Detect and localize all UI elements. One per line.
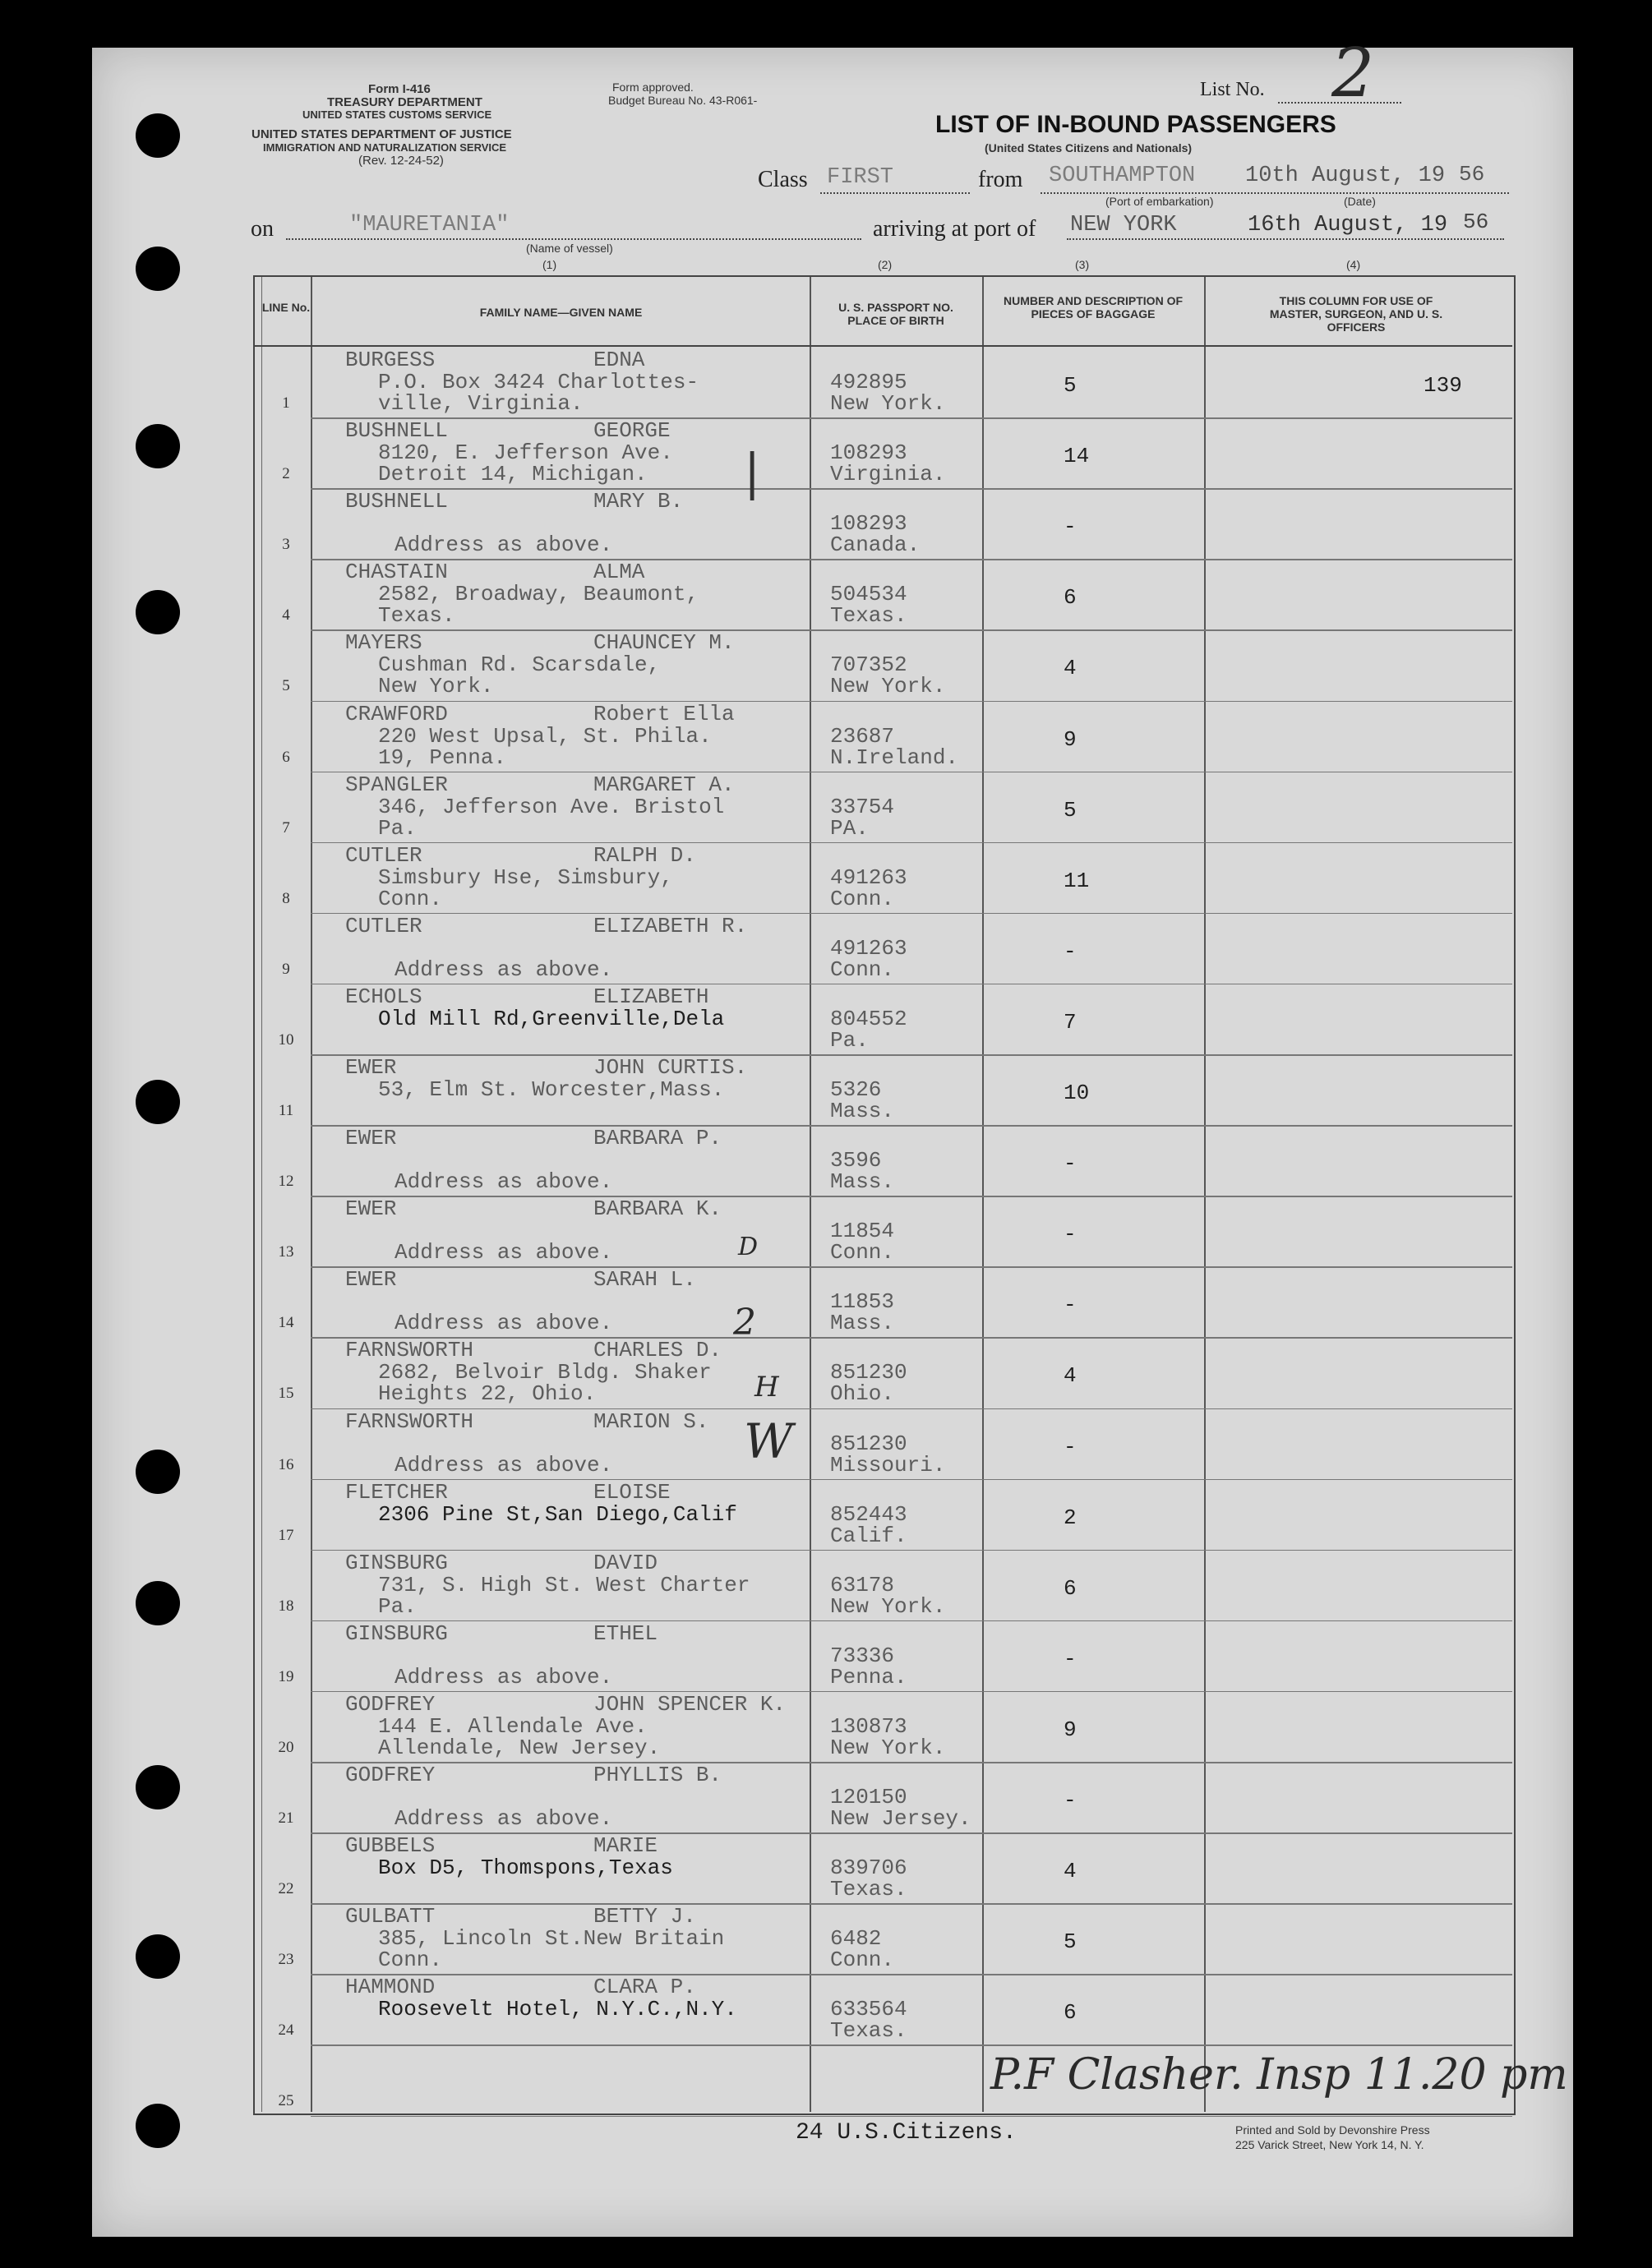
binder-hole bbox=[136, 590, 180, 634]
binder-hole bbox=[136, 1450, 180, 1494]
family-name: CUTLER bbox=[345, 842, 422, 868]
address-line1: 53, Elm St. Worcester,Mass. bbox=[378, 1077, 725, 1102]
line-number: 20 bbox=[278, 1738, 294, 1756]
address-line2: Pa. bbox=[378, 1593, 417, 1619]
passport-number: 3596 bbox=[830, 1148, 882, 1173]
birth-place: Ohio. bbox=[830, 1381, 895, 1407]
given-name: JOHN CURTIS. bbox=[593, 1055, 748, 1080]
arrival-year: 56 bbox=[1463, 210, 1489, 234]
citizen-total: 24 U.S.Citizens. bbox=[796, 2120, 1017, 2146]
given-name: MARGARET A. bbox=[593, 772, 735, 797]
family-name: GODFREY bbox=[345, 1763, 436, 1787]
family-name: BUSHNELL bbox=[345, 489, 448, 514]
line-number: 15 bbox=[278, 1385, 294, 1403]
family-name: GINSBURG bbox=[345, 1620, 448, 1646]
address-line1: 2306 Pine St,San Diego,Calif bbox=[378, 1501, 737, 1527]
birth-place: New York. bbox=[830, 674, 946, 699]
address-line1: Old Mill Rd,Greenville,Dela bbox=[378, 1006, 725, 1031]
line-number: 1 bbox=[282, 394, 290, 412]
birth-place: Conn. bbox=[830, 886, 895, 911]
line-number: 2 bbox=[282, 465, 290, 483]
col-header-name: FAMILY NAME—GIVEN NAME bbox=[479, 306, 643, 319]
address-line1: Roosevelt Hotel, N.Y.C.,N.Y. bbox=[378, 1997, 737, 2022]
baggage-count: 14 bbox=[1064, 444, 1090, 469]
address-line2: Conn. bbox=[378, 1948, 443, 1973]
passport-number: 5326 bbox=[830, 1077, 882, 1102]
revision: (Rev. 12-24-52) bbox=[358, 154, 444, 168]
row-divider bbox=[311, 417, 1512, 419]
passport-number: 11853 bbox=[830, 1289, 895, 1315]
handwritten-check: | bbox=[744, 444, 761, 501]
binder-hole bbox=[136, 247, 180, 291]
binder-hole bbox=[136, 1581, 180, 1625]
handwritten-mark-d: D bbox=[738, 1233, 759, 1261]
line-number: 4 bbox=[282, 606, 290, 625]
vessel-caption: (Name of vessel) bbox=[526, 242, 613, 255]
given-name: BARBARA K. bbox=[593, 1196, 722, 1222]
address-line1: 385, Lincoln St.New Britain bbox=[378, 1926, 725, 1952]
binder-hole bbox=[136, 1934, 180, 1979]
col-header-line: LINE No. bbox=[261, 301, 311, 314]
birth-place: Mass. bbox=[830, 1311, 895, 1336]
given-name: ALMA bbox=[593, 560, 645, 585]
passport-number: 852443 bbox=[830, 1501, 907, 1527]
address-line2: Address as above. bbox=[395, 532, 613, 558]
address-line2: Texas. bbox=[378, 603, 455, 629]
address-line1: 220 West Upsal, St. Phila. bbox=[378, 723, 712, 749]
family-name: EWER bbox=[345, 1196, 397, 1222]
baggage-count: 4 bbox=[1064, 1363, 1077, 1389]
row-divider bbox=[311, 913, 1512, 915]
passport-number: 108293 bbox=[830, 440, 907, 466]
row-divider bbox=[311, 1266, 1512, 1268]
line-number: 12 bbox=[278, 1173, 294, 1191]
family-name: EWER bbox=[345, 1126, 397, 1151]
row-divider bbox=[311, 842, 1512, 844]
baggage-count: 5 bbox=[1064, 373, 1077, 398]
given-name: GEORGE bbox=[593, 418, 671, 444]
class-label: Class bbox=[758, 167, 808, 192]
on-label: on bbox=[251, 216, 274, 242]
address-line1: 8120, E. Jefferson Ave. bbox=[378, 440, 673, 466]
row-divider bbox=[311, 1337, 1512, 1339]
handwritten-mark-w: W bbox=[744, 1413, 793, 1469]
line-number: 11 bbox=[278, 1102, 294, 1119]
family-name: ECHOLS bbox=[345, 984, 422, 1009]
address-line2: Pa. bbox=[378, 815, 417, 841]
given-name: PHYLLIS B. bbox=[593, 1763, 722, 1787]
passport-number: 33754 bbox=[830, 794, 895, 819]
address-line2: Address as above. bbox=[395, 957, 613, 982]
col-header-passport: U. S. PASSPORT NO. PLACE OF BIRTH bbox=[838, 301, 953, 327]
baggage-count: 10 bbox=[1064, 1081, 1090, 1105]
address-line2: Address as above. bbox=[395, 1664, 613, 1689]
given-name: JOHN SPENCER K. bbox=[593, 1691, 787, 1717]
given-name: CLARA P. bbox=[593, 1975, 696, 2000]
arrival-port: NEW YORK bbox=[1070, 213, 1177, 237]
departure-date: 10th August, 19 bbox=[1245, 164, 1446, 188]
family-name: GODFREY bbox=[345, 1691, 436, 1717]
line-number: 8 bbox=[282, 889, 290, 907]
row-divider bbox=[311, 1550, 1512, 1551]
family-name: CRAWFORD bbox=[345, 701, 448, 726]
passport-number: 6482 bbox=[830, 1926, 882, 1952]
arrival-underline bbox=[1067, 238, 1504, 240]
line-number: 13 bbox=[278, 1243, 294, 1261]
birth-place: Texas. bbox=[830, 603, 907, 629]
line-number: 3 bbox=[282, 536, 290, 554]
line-number: 21 bbox=[278, 1809, 294, 1827]
baggage-count: 6 bbox=[1064, 1575, 1077, 1601]
given-name: MARY B. bbox=[593, 489, 684, 514]
passport-number: 491263 bbox=[830, 935, 907, 961]
col-divider bbox=[311, 277, 312, 2112]
col-header-baggage: NUMBER AND DESCRIPTION OF PIECES OF BAGGAGE bbox=[1003, 294, 1184, 320]
passport-number: 633564 bbox=[830, 1997, 907, 2022]
baggage-count: - bbox=[1064, 1646, 1077, 1671]
row-divider bbox=[311, 1974, 1512, 1975]
family-name: CUTLER bbox=[345, 913, 422, 938]
baggage-count: 6 bbox=[1064, 2000, 1077, 2026]
birth-place: N.Ireland. bbox=[830, 744, 959, 770]
header-divider bbox=[255, 345, 1512, 347]
given-name: CHAUNCEY M. bbox=[593, 630, 735, 656]
birth-place: Calif. bbox=[830, 1523, 907, 1548]
birth-place: Conn. bbox=[830, 1240, 895, 1265]
binder-hole bbox=[136, 113, 180, 158]
birth-place: Pa. bbox=[830, 1027, 869, 1053]
handwritten-mark-h: H bbox=[754, 1371, 779, 1404]
baggage-count: 7 bbox=[1064, 1009, 1077, 1035]
family-name: CHASTAIN bbox=[345, 560, 448, 585]
row-divider bbox=[311, 1479, 1512, 1481]
line-number: 25 bbox=[278, 2092, 294, 2110]
passport-number: 63178 bbox=[830, 1572, 895, 1597]
baggage-count: 2 bbox=[1064, 1505, 1077, 1530]
budget-bureau: Budget Bureau No. 43-R061- bbox=[608, 94, 758, 107]
family-name: GINSBURG bbox=[345, 1550, 448, 1575]
row-divider bbox=[311, 1125, 1512, 1127]
from-value: SOUTHAMPTON bbox=[1049, 164, 1196, 188]
address-line2: Address as above. bbox=[395, 1311, 613, 1336]
family-name: EWER bbox=[345, 1055, 397, 1080]
page-subtitle: (United States Citizens and Nationals) bbox=[985, 141, 1193, 154]
baggage-count: 6 bbox=[1064, 585, 1077, 611]
binder-hole bbox=[136, 424, 180, 468]
baggage-count: 5 bbox=[1064, 1929, 1077, 1955]
address-line2: Address as above. bbox=[395, 1240, 613, 1265]
given-name: MARION S. bbox=[593, 1408, 709, 1434]
row-divider bbox=[311, 984, 1512, 985]
given-name: ELOISE bbox=[593, 1479, 671, 1505]
port-embarkation-caption: (Port of embarkation) bbox=[1105, 195, 1214, 208]
line-number: 19 bbox=[278, 1667, 294, 1685]
officer-note: 139 bbox=[1424, 373, 1462, 398]
address-line2: Heights 22, Ohio. bbox=[378, 1381, 597, 1407]
baggage-count: 11 bbox=[1064, 868, 1090, 893]
line-number: 24 bbox=[278, 2021, 294, 2040]
printer-line1: Printed and Sold by Devonshire Press bbox=[1235, 2123, 1430, 2137]
passport-number: 707352 bbox=[830, 652, 907, 678]
given-name: ETHEL bbox=[593, 1620, 658, 1646]
family-name: FARNSWORTH bbox=[345, 1338, 474, 1363]
baggage-count: - bbox=[1064, 1434, 1077, 1459]
given-name: CHARLES D. bbox=[593, 1338, 722, 1363]
handwritten-mark-2: 2 bbox=[733, 1302, 756, 1344]
col-divider bbox=[1204, 277, 1206, 2112]
given-name: Robert Ella bbox=[593, 701, 735, 726]
col-divider bbox=[982, 277, 984, 2112]
inspector-signature: P.F Clasher. Insp 11.20 pm bbox=[990, 2050, 1568, 2100]
birth-place: Texas. bbox=[830, 1877, 907, 1902]
from-label: from bbox=[978, 167, 1023, 192]
baggage-count: - bbox=[1064, 1151, 1077, 1177]
class-value: FIRST bbox=[827, 165, 894, 190]
line-number: 18 bbox=[278, 1597, 294, 1615]
line-number: 10 bbox=[278, 1030, 294, 1049]
passport-number: 491263 bbox=[830, 864, 907, 890]
binder-hole bbox=[136, 2104, 180, 2148]
baggage-count: - bbox=[1064, 1293, 1077, 1318]
family-name: BURGESS bbox=[345, 348, 436, 372]
form-number: Form I-416 bbox=[368, 82, 431, 96]
birth-place: Canada. bbox=[830, 532, 921, 558]
birth-place: Missouri. bbox=[830, 1452, 946, 1477]
line-number: 5 bbox=[282, 677, 290, 695]
family-name: GULBATT bbox=[345, 1904, 436, 1929]
row-divider bbox=[311, 1196, 1512, 1197]
date-caption: (Date) bbox=[1344, 195, 1376, 208]
treasury-dept: TREASURY DEPARTMENT bbox=[327, 95, 482, 109]
birth-place: PA. bbox=[830, 815, 869, 841]
line-number: 7 bbox=[282, 818, 290, 837]
passport-number: 73336 bbox=[830, 1643, 895, 1668]
from-underline bbox=[1041, 192, 1509, 194]
row-divider bbox=[311, 629, 1512, 631]
baggage-count: 4 bbox=[1064, 1859, 1077, 1884]
address-line1: 2682, Belvoir Bldg. Shaker bbox=[378, 1360, 712, 1385]
address-line2: Address as above. bbox=[395, 1452, 613, 1477]
address-line1: P.O. Box 3424 Charlottes- bbox=[378, 370, 699, 394]
given-name: ELIZABETH bbox=[593, 984, 709, 1009]
justice-dept: UNITED STATES DEPARTMENT OF JUSTICE bbox=[251, 127, 512, 141]
passport-number: 120150 bbox=[830, 1785, 907, 1809]
row-divider bbox=[311, 1832, 1512, 1834]
given-name: EDNA bbox=[593, 348, 645, 372]
birth-place: Conn. bbox=[830, 1948, 895, 1973]
address-line1: 2582, Broadway, Beaumont, bbox=[378, 582, 699, 607]
baggage-count: - bbox=[1064, 514, 1077, 540]
family-name: GUBBELS bbox=[345, 1833, 436, 1859]
customs-service: UNITED STATES CUSTOMS SERVICE bbox=[302, 108, 492, 121]
row-divider bbox=[311, 1054, 1512, 1056]
row-divider bbox=[311, 2116, 1512, 2118]
given-name: SARAH L. bbox=[593, 1267, 696, 1293]
baggage-count: 5 bbox=[1064, 797, 1077, 823]
birth-place: New Jersey. bbox=[830, 1806, 971, 1831]
col4-caption: (4) bbox=[1346, 258, 1361, 271]
vessel-underline bbox=[286, 238, 861, 240]
birth-place: Mass. bbox=[830, 1169, 895, 1195]
birth-place: Penna. bbox=[830, 1664, 907, 1689]
binder-hole bbox=[136, 1765, 180, 1809]
passport-number: 504534 bbox=[830, 582, 907, 607]
family-name: EWER bbox=[345, 1267, 397, 1293]
family-name: MAYERS bbox=[345, 630, 422, 656]
passport-number: 130873 bbox=[830, 1713, 907, 1739]
passport-number: 11854 bbox=[830, 1219, 895, 1244]
row-divider bbox=[311, 488, 1512, 490]
birth-place: Virginia. bbox=[830, 462, 946, 487]
birth-place: New York. bbox=[830, 1735, 946, 1760]
passport-number: 851230 bbox=[830, 1431, 907, 1456]
baggage-count: - bbox=[1064, 1788, 1077, 1813]
row-divider bbox=[311, 1762, 1512, 1763]
address-line2: ville, Virginia. bbox=[378, 391, 584, 416]
passport-number: 804552 bbox=[830, 1006, 907, 1031]
address-line2: Address as above. bbox=[395, 1169, 613, 1195]
col3-caption: (3) bbox=[1075, 258, 1090, 271]
line-number: 23 bbox=[278, 1951, 294, 1969]
birth-place: New York. bbox=[830, 1593, 946, 1619]
row-divider bbox=[311, 1903, 1512, 1905]
given-name: ELIZABETH R. bbox=[593, 913, 748, 938]
family-name: HAMMOND bbox=[345, 1975, 436, 2000]
page-title: LIST OF IN-BOUND PASSENGERS bbox=[935, 111, 1336, 138]
address-line1: 731, S. High St. West Charter bbox=[378, 1572, 750, 1597]
address-line1: Simsbury Hse, Simsbury, bbox=[378, 864, 673, 890]
given-name: RALPH D. bbox=[593, 842, 696, 868]
family-name: FARNSWORTH bbox=[345, 1408, 474, 1434]
arrival-date: 16th August, 19 bbox=[1248, 213, 1448, 237]
arriving-label: arriving at port of bbox=[873, 216, 1036, 242]
vessel-name: "MAURETANIA" bbox=[349, 213, 510, 237]
birth-place: Mass. bbox=[830, 1099, 895, 1123]
family-name: FLETCHER bbox=[345, 1479, 448, 1505]
passport-number: 108293 bbox=[830, 511, 907, 537]
birth-place: New York. bbox=[830, 391, 946, 416]
passport-number: 851230 bbox=[830, 1360, 907, 1385]
ins-service: IMMIGRATION AND NATURALIZATION SERVICE bbox=[263, 141, 507, 154]
line-number: 14 bbox=[278, 1314, 294, 1332]
given-name: MARIE bbox=[593, 1833, 658, 1859]
birth-place: Conn. bbox=[830, 957, 895, 982]
address-line2: Conn. bbox=[378, 886, 443, 911]
passport-number: 23687 bbox=[830, 723, 895, 749]
passport-number: 839706 bbox=[830, 1855, 907, 1881]
baggage-count: 4 bbox=[1064, 656, 1077, 681]
address-line1: 144 E. Allendale Ave. bbox=[378, 1713, 648, 1739]
line-number: 16 bbox=[278, 1455, 294, 1473]
col1-caption: (1) bbox=[542, 258, 557, 271]
given-name: DAVID bbox=[593, 1550, 658, 1575]
address-line2: New York. bbox=[378, 674, 494, 699]
row-divider bbox=[311, 2044, 1512, 2046]
line-number: 17 bbox=[278, 1526, 294, 1544]
address-line1: Box D5, Thomspons,Texas bbox=[378, 1855, 673, 1881]
address-line2: Address as above. bbox=[395, 1806, 613, 1831]
col-divider bbox=[810, 277, 811, 2112]
col2-caption: (2) bbox=[878, 258, 893, 271]
col-header-officer-use: THIS COLUMN FOR USE OF MASTER, SURGEON, AND U. S. OFFICERS bbox=[1269, 294, 1443, 334]
list-number: 2 bbox=[1331, 35, 1375, 113]
given-name: BETTY J. bbox=[593, 1904, 696, 1929]
given-name: BARBARA P. bbox=[593, 1126, 722, 1151]
baggage-count: 9 bbox=[1064, 726, 1077, 752]
address-line1: Cushman Rd. Scarsdale, bbox=[378, 652, 661, 678]
family-name: SPANGLER bbox=[345, 772, 448, 797]
baggage-count: - bbox=[1064, 938, 1077, 964]
row-divider bbox=[311, 701, 1512, 703]
row-divider bbox=[311, 1620, 1512, 1622]
printer-line2: 225 Varick Street, New York 14, N. Y. bbox=[1235, 2138, 1424, 2151]
row-divider bbox=[311, 559, 1512, 560]
address-line1: 346, Jefferson Ave. Bristol bbox=[378, 794, 725, 819]
row-divider bbox=[311, 772, 1512, 773]
address-line2: 19, Penna. bbox=[378, 744, 507, 770]
line-number: 9 bbox=[282, 960, 290, 978]
family-name: BUSHNELL bbox=[345, 418, 448, 444]
form-approved: Form approved. bbox=[612, 81, 694, 94]
passport-number: 492895 bbox=[830, 370, 907, 394]
line-number: 22 bbox=[278, 1880, 294, 1898]
departure-year: 56 bbox=[1459, 162, 1485, 187]
baggage-count: - bbox=[1064, 1222, 1077, 1247]
row-divider bbox=[311, 1691, 1512, 1693]
baggage-count: 9 bbox=[1064, 1717, 1077, 1742]
class-underline bbox=[820, 192, 970, 194]
address-line2: Detroit 14, Michigan. bbox=[378, 462, 648, 487]
list-no-label: List No. bbox=[1200, 79, 1265, 100]
row-divider bbox=[311, 1408, 1512, 1410]
address-line2: Allendale, New Jersey. bbox=[378, 1735, 661, 1760]
binder-hole bbox=[136, 1080, 180, 1124]
birth-place: Texas. bbox=[830, 2018, 907, 2044]
line-number: 6 bbox=[282, 748, 290, 766]
